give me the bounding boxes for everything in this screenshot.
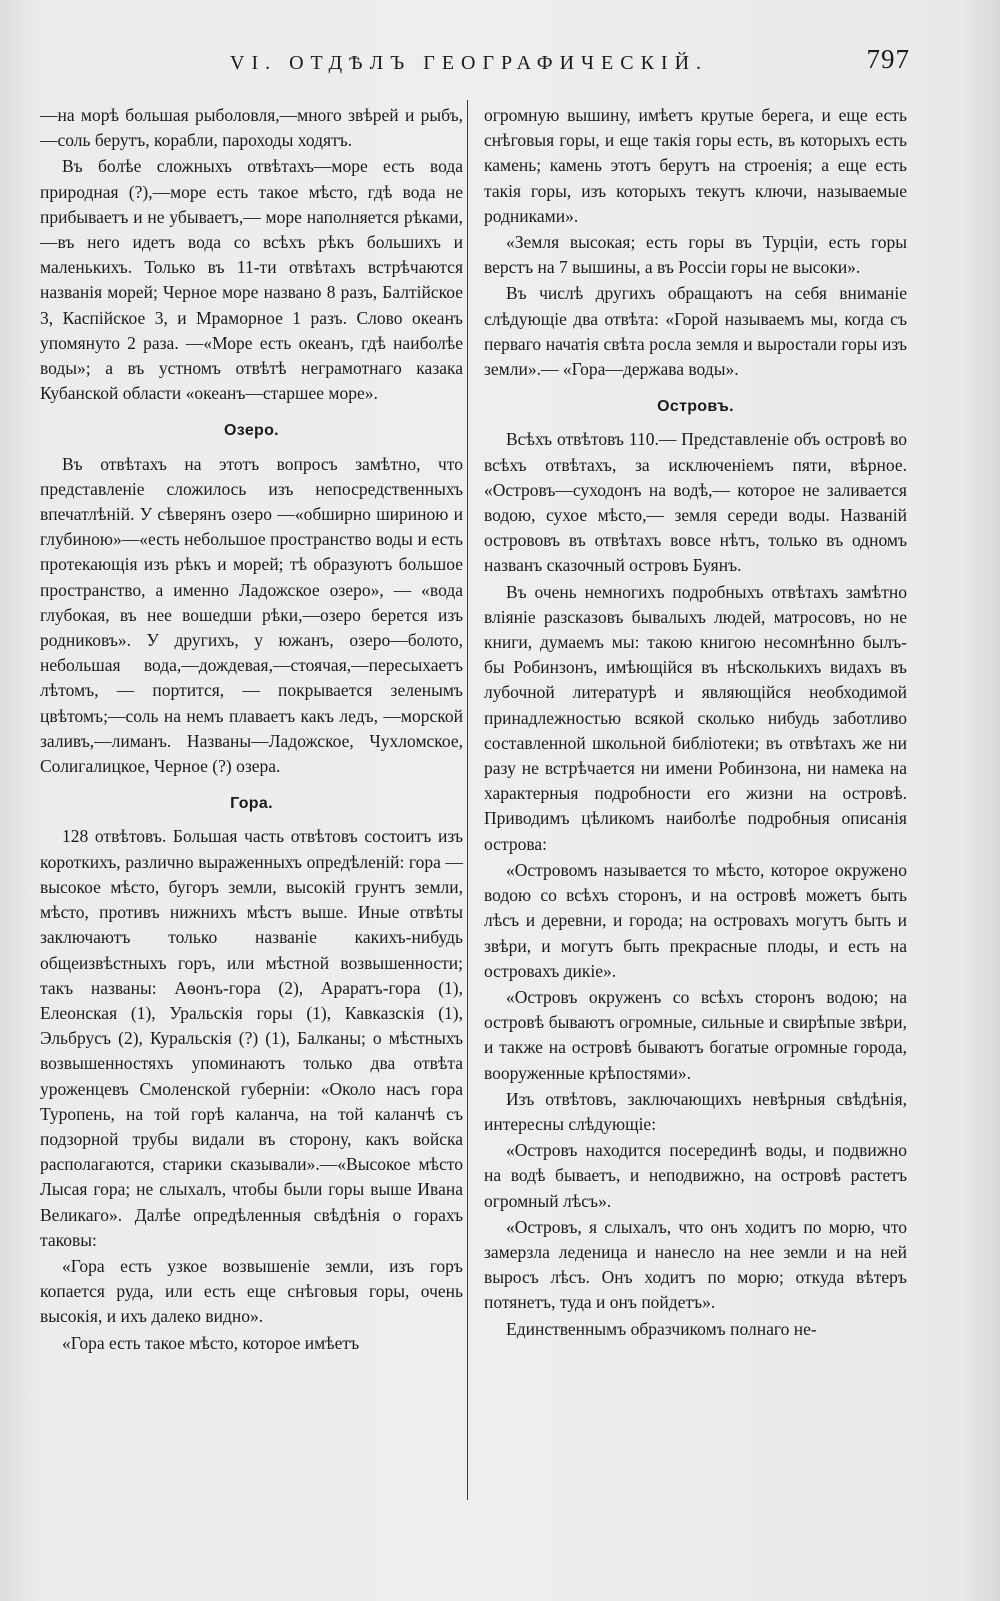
page-header (40, 44, 910, 80)
paragraph: Изъ отвѣтовъ, заключающихъ невѣрныя свѣдѣнія, интересны слѣдующіе: (484, 1088, 907, 1134)
paragraph: «Гора есть такое мѣсто, которое имѣетъ (62, 1332, 360, 1353)
paragraph: Въ числѣ другихъ обращаютъ на себя вниманіе слѣдующіе два отвѣта: «Горой называемъ мы, когда съ перваго начатія свѣта росла земля и выростали горы изъ земли».— «Гора—держава воды». (484, 283, 907, 380)
paragraph: 128 отвѣтовъ. Большая часть отвѣтовъ состоитъ изъ короткихъ, различно выраженныхъ опредѣленій: гора — высокое мѣсто, бугоръ земли, высокій грунтъ земли, мѣсто, противъ нижнихъ мѣстъ выше. Иные отвѣты заключаютъ только названіе какихъ-нибудь общеизвѣстныхъ горъ, или мѣстной возвышенности; такъ названы: Аѳонъ-гора (2), Араратъ-гора (1), Елеонская (1), Уральскія горы (1), Кавказскія (1), Эльбрусъ (2), Куральскія (?) (1), Балканы; о мѣстныхъ возвышенностяхъ упоминаютъ только два отвѣта уроженцевъ Смоленской губерніи: «Около насъ гора Туропень, на той горѣ каланча, на той каланчѣ съ подзорной трубы видали въ сторону, какъ войска располагаются, старики сказывали».—«Высокое мѣсто Лысая гора; не слыхалъ, чтобы были горы выше Ивана Великаго». Далѣе опредѣленныя свѣдѣнія о горахъ таковы: (40, 826, 463, 1250)
paragraph: Всѣхъ отвѣтовъ 110.— Представленіе объ островѣ во всѣхъ отвѣтахъ, за исключеніемъ пяти, вѣрное. «Островъ—суходонъ на водѣ,— которое не заливается водою, сухое мѣсто,— земля середи воды. Названій острововъ въ отвѣтахъ вовсе нѣтъ, только въ одномъ названъ сказочный островъ Буянъ. (484, 429, 907, 576)
right-column (484, 103, 907, 1343)
paragraph: огромную вышину, имѣетъ крутые берега, и еще есть снѣговыя горы, и еще такія горы есть, въ которыхъ есть камень; камень этотъ берутъ на строенія; а еще есть такія горы, изъ которыхъ текутъ ключи, называемые родниками». (484, 105, 907, 226)
paragraph: «Островъ, я слыхалъ, что онъ ходитъ по морю, что замерзла леденица и нанесло на нее земли и на ней выросъ лѣсъ. Онъ ходитъ по морю; откуда вѣтеръ потянетъ, туда и онъ пойдетъ». (484, 1216, 907, 1313)
paragraph: —на морѣ большая рыболовля,—много звѣрей и рыбъ,—соль берутъ, корабли, пароходы ходятъ. (40, 105, 463, 151)
paragraph: «Земля высокая; есть горы въ Турціи, есть горы верстъ на 7 вышины, а въ Россіи горы не высоки». (484, 232, 907, 278)
page-number: 797 (866, 44, 910, 74)
paragraph: Въ болѣе сложныхъ отвѣтахъ—море есть вода природная (?),—море есть такое мѣсто, гдѣ вода не прибываетъ и не убываетъ,— море наполняется рѣками,—въ него идетъ вода со всѣхъ рѣкъ большихъ и маленькихъ. Только въ 11-ти отвѣтахъ встрѣчаются названія морей; Черное море названо 8 разъ, Балтійское 3, Каспійское 3, и Мраморное 1 разъ. Слово океанъ упомянуто 2 раза. —«Море есть океанъ, гдѣ наиболѣе воды»; а въ устномъ отвѣтѣ неграмотнаго казака Кубанской области «океанъ—старшее море». (40, 156, 463, 404)
paragraph: «Гора есть узкое возвышеніе земли, изъ горъ копается руда, или есть еще снѣговыя горы, очень высокія, и ихъ далеко видно». (40, 1255, 463, 1327)
paragraph: Единственнымъ образчикомъ полнаго не- (506, 1318, 817, 1339)
left-column (40, 103, 463, 1357)
paragraph: Въ очень немногихъ подробныхъ отвѣтахъ замѣтно вліяніе разсказовъ бывалыхъ людей, матросовъ, но не книги, думаемъ мы: такою книгою несомнѣнно былъ-бы Робинзонъ, имѣющійся въ нѣсколькихъ видахъ въ лубочной литературѣ и являющійся необходимой принадлежностью всякой сколько нибудь заботливо составленной школьной библіотеки; въ отвѣтахъ же ни разу не встрѣчается ни имени Робинзона, ни намека на характерныя подробности его жизни на островѣ. Приводимъ цѣликомъ наиболѣе подробныя описанія острова: (484, 581, 907, 854)
column-divider (467, 100, 468, 1500)
section-title-gora: Гора. (230, 795, 273, 813)
paragraph: «Островъ окруженъ со всѣхъ сторонъ водою; на островѣ бываютъ огромные, сильные и свирѣпые звѣри, и также на островѣ бываютъ богатые огромные города, вооруженные крѣпостями». (484, 986, 907, 1083)
running-head: VI. ОТДѢЛЪ ГЕОГРАФИЧЕСКІЙ. (230, 52, 709, 74)
paragraph: Въ отвѣтахъ на этотъ вопросъ замѣтно, что представленіе сложилось изъ непосредственныхъ впечатлѣній. У сѣверянъ озеро —«обширно шириною и глубиною»—«есть небольшое пространство воды и есть протекающія изъ рѣкъ и морей; тѣ образуютъ большое пространство, а именно Ладожское озеро», — «вода глубокая, въ нее вошедши рѣки,—озеро берется изъ родниковъ». У другихъ, у южанъ, озеро—болото, небольшая вода,—дождевая,—стоячая,—пересыхаетъ лѣтомъ, — портится, — покрывается зеленымъ цвѣтомъ;—соль на немъ плаваетъ какъ ледъ, —морской заливъ,—лиманъ. Названы—Ладожское, Чухломское, Солигалицкое, Черное (?) озера. (40, 453, 463, 777)
paragraph: «Островъ находится посерединѣ воды, и подвижно на водѣ бываетъ, и неподвижно, на островѣ растетъ огромный лѣсъ». (484, 1140, 907, 1211)
section-title-ostrov: Островъ. (657, 398, 734, 416)
section-title-ozero: Озеро. (224, 422, 279, 440)
paragraph: «Островомъ называется то мѣсто, которое окружено водою со всѣхъ сторонъ, и на островѣ можетъ быть лѣсъ и деревни, и города; на островахъ могутъ быть и звѣри, и могутъ быть прекрасные плоды, и есть на островахъ дикіе». (484, 859, 907, 981)
